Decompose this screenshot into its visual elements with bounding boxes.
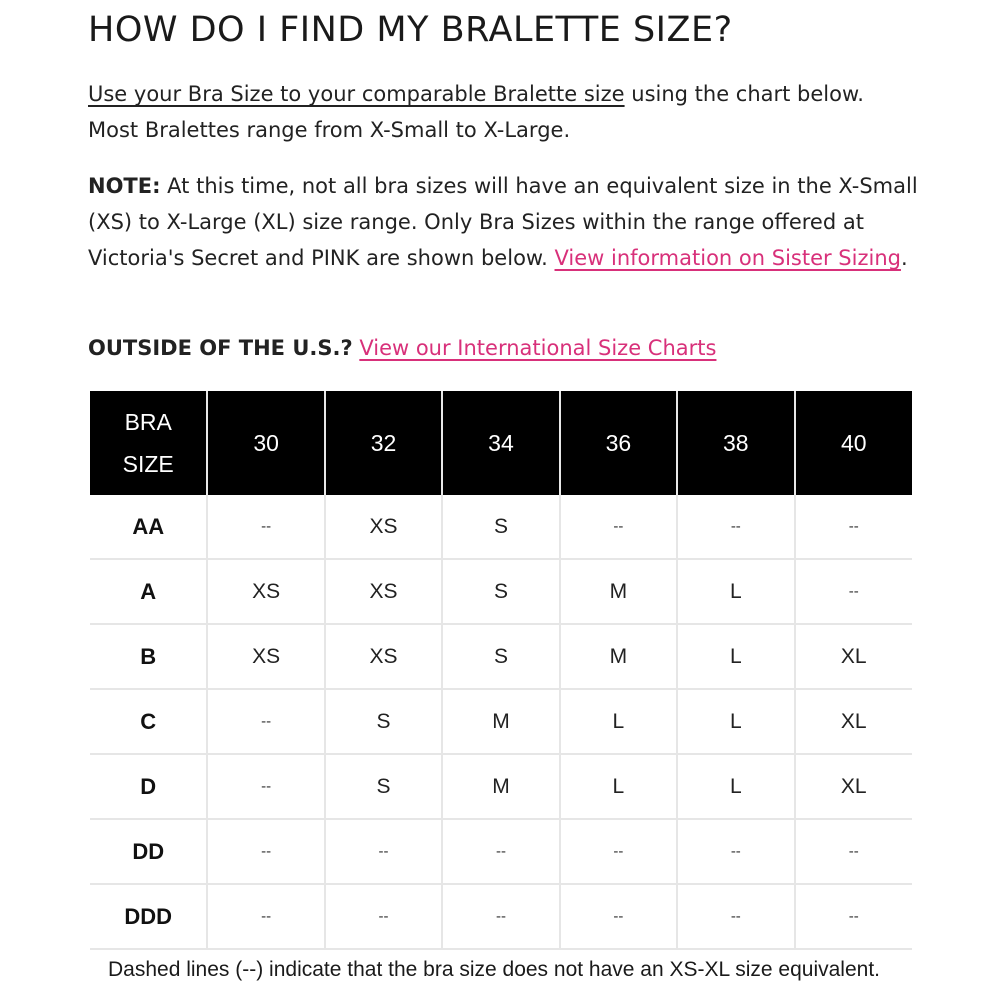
band-size-header: 36 [560, 391, 677, 495]
size-cell: XS [207, 559, 324, 624]
table-header-row [90, 391, 912, 495]
band-size-header: 32 [325, 391, 442, 495]
page-title: HOW DO I FIND MY BRALETTE SIZE? [88, 10, 733, 50]
table-footnote: Dashed lines (--) indicate that the bra size does not have an XS-XL size equivalent. [108, 958, 880, 981]
band-size-header: 30 [207, 391, 324, 495]
size-cell: -- [677, 884, 794, 949]
size-cell: S [442, 559, 559, 624]
sister-sizing-link[interactable]: View information on Sister Sizing [554, 246, 901, 270]
size-cell: XS [207, 624, 324, 689]
size-cell: -- [325, 819, 442, 884]
size-cell: S [325, 689, 442, 754]
table-row [90, 495, 912, 559]
cup-size-cell: A [90, 559, 207, 624]
size-cell: XS [325, 624, 442, 689]
size-cell: L [677, 754, 794, 819]
size-cell: XL [795, 689, 912, 754]
band-size-header: 34 [442, 391, 559, 495]
size-cell: L [677, 624, 794, 689]
intro-paragraph [88, 76, 918, 148]
size-cell: -- [795, 559, 912, 624]
size-cell: S [442, 624, 559, 689]
international-size-charts-link[interactable]: View our International Size Charts [359, 336, 717, 360]
size-cell: -- [207, 754, 324, 819]
size-cell: S [325, 754, 442, 819]
table-row [90, 754, 912, 819]
bralette-size-table [90, 391, 912, 950]
bra-size-header [90, 391, 207, 495]
size-cell: -- [207, 819, 324, 884]
size-cell: -- [677, 495, 794, 559]
size-cell: XL [795, 624, 912, 689]
note-label: NOTE: [88, 174, 161, 198]
intro-underlined-text: Use your Bra Size to your comparable Bralette size [88, 82, 625, 106]
size-cell: M [442, 689, 559, 754]
cup-size-cell: DD [90, 819, 207, 884]
size-cell: -- [442, 884, 559, 949]
table-row [90, 559, 912, 624]
bra-size-header-line1: BRA [124, 409, 172, 435]
cup-size-cell: DDD [90, 884, 207, 949]
size-cell: -- [795, 884, 912, 949]
table-row [90, 884, 912, 949]
size-cell: -- [442, 819, 559, 884]
size-cell: XS [325, 495, 442, 559]
size-cell: L [560, 754, 677, 819]
size-cell: -- [207, 495, 324, 559]
note-end: . [900, 246, 908, 270]
table-body [90, 495, 912, 949]
size-cell: -- [325, 884, 442, 949]
size-cell: -- [207, 689, 324, 754]
outside-us-paragraph [88, 330, 918, 366]
size-cell: M [560, 624, 677, 689]
size-cell: XL [795, 754, 912, 819]
size-cell: L [677, 689, 794, 754]
size-cell: M [442, 754, 559, 819]
cup-size-cell: B [90, 624, 207, 689]
cup-size-cell: D [90, 754, 207, 819]
size-cell: -- [560, 819, 677, 884]
size-cell: M [560, 559, 677, 624]
bra-size-header-line2: SIZE [122, 451, 174, 477]
table-row [90, 624, 912, 689]
cup-size-cell: AA [90, 495, 207, 559]
note-text: At this time, not all bra sizes will have an equivalent size in the X-Small (XS) to X-Large (XL) size range. Only Bra Sizes within the range offered at Victoria's Secret and PINK are shown below. [88, 174, 918, 270]
size-cell: -- [560, 884, 677, 949]
band-size-header: 38 [677, 391, 794, 495]
size-cell: -- [795, 819, 912, 884]
note-paragraph [88, 168, 918, 276]
outside-us-label: OUTSIDE OF THE U.S.? [88, 336, 353, 360]
size-cell: -- [207, 884, 324, 949]
size-cell: L [560, 689, 677, 754]
band-size-header: 40 [795, 391, 912, 495]
size-cell: -- [795, 495, 912, 559]
size-cell: L [677, 559, 794, 624]
size-cell: XS [325, 559, 442, 624]
size-cell: -- [560, 495, 677, 559]
cup-size-cell: C [90, 689, 207, 754]
table-row [90, 819, 912, 884]
size-cell: S [442, 495, 559, 559]
table-row [90, 689, 912, 754]
size-cell: -- [677, 819, 794, 884]
intro-text: using the chart below. Most Bralettes range from X-Small to X-Large. [88, 82, 864, 142]
